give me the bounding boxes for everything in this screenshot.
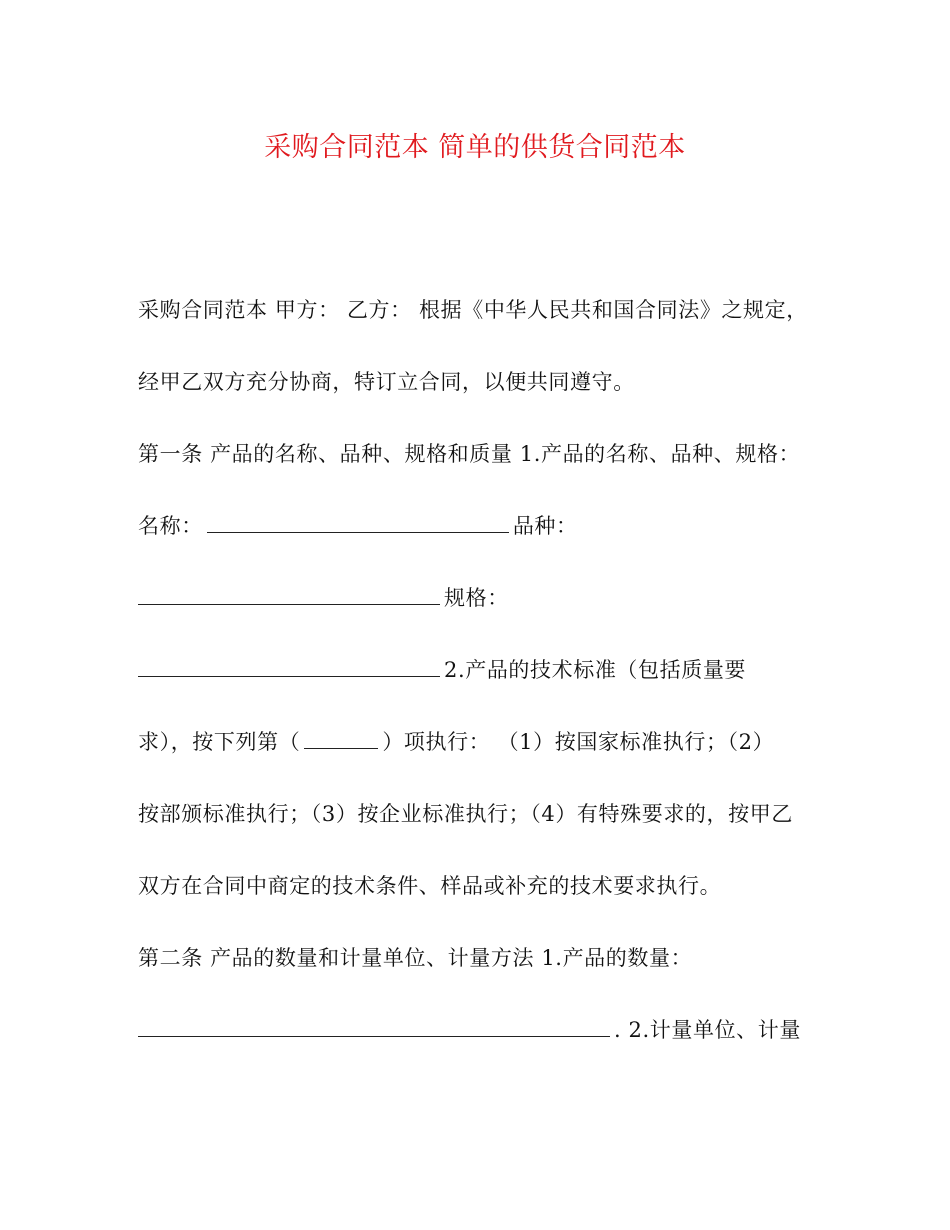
paragraph-line-10: 第二条 产品的数量和计量单位、计量方法 1.产品的数量： [138, 946, 693, 970]
item-number-blank-field[interactable] [304, 730, 378, 749]
item-select-options: ）项执行： （1）按国家标准执行；（2） [382, 730, 775, 754]
tech-standard-text: 2.产品的技术标准（包括质量要 [444, 658, 747, 682]
paragraph-line-2: 经甲乙双方充分协商，特订立合同，以便共同遵守。 [138, 370, 635, 394]
variety-label: 品种： [512, 514, 578, 538]
name-label: 名称： [138, 514, 203, 538]
spec-blank-field[interactable] [138, 658, 440, 677]
paragraph-line-8: 按部颁标准执行；（3）按企业标准执行；（4）有特殊要求的，按甲乙 [138, 802, 793, 826]
variety-blank-field[interactable] [138, 586, 440, 605]
paragraph-line-6 [138, 654, 818, 686]
quantity-blank-field[interactable] [138, 1018, 610, 1037]
spec-label: 规格： [444, 586, 509, 610]
paragraph-line-9: 双方在合同中商定的技术条件、样品或补充的技术要求执行。 [138, 874, 722, 898]
item-select-prefix: 求），按下列第（ [138, 730, 301, 754]
unit-method-text: . 2.计量单位、计量 [614, 1018, 801, 1042]
paragraph-line-1: 采购合同范本 甲方： 乙方： 根据《中华人民共和国合同法》之规定， [138, 298, 808, 322]
paragraph-line-4 [138, 510, 818, 542]
paragraph-line-11 [138, 1014, 818, 1046]
paragraph-line-3: 第一条 产品的名称、品种、规格和质量 1.产品的名称、品种、规格： [138, 442, 801, 466]
document-title: 采购合同范本 简单的供货合同范本 [264, 132, 686, 163]
paragraph-line-7 [138, 726, 818, 758]
paragraph-line-5 [138, 582, 818, 614]
name-blank-field[interactable] [207, 514, 509, 533]
